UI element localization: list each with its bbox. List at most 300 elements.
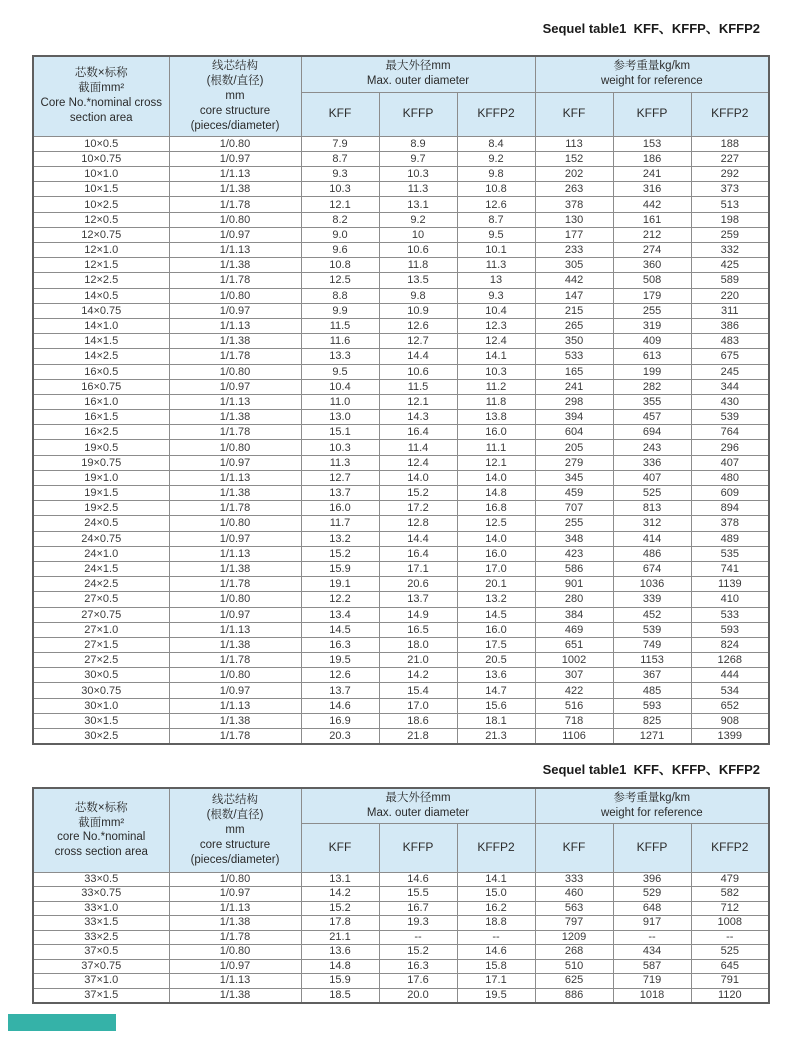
header-diameter-kffp: KFFP — [379, 92, 457, 136]
table-cell: 16×1.5 — [33, 410, 169, 425]
table-row — [33, 698, 769, 713]
table-cell: 409 — [613, 334, 691, 349]
table-cell: 27×0.75 — [33, 607, 169, 622]
table-cell: 20.1 — [457, 577, 535, 592]
table-cell: 407 — [613, 470, 691, 485]
table-cell: 422 — [535, 683, 613, 698]
table-cell: 11.8 — [379, 258, 457, 273]
table-cell: 1/1.38 — [169, 561, 301, 576]
table-cell: 319 — [613, 318, 691, 333]
table-cell: 609 — [691, 486, 769, 501]
table-cell: 33×0.5 — [33, 872, 169, 887]
table-cell: 307 — [535, 668, 613, 683]
table-cell: 367 — [613, 668, 691, 683]
table-cell: 1036 — [613, 577, 691, 592]
header-weight-reference-group: 参考重量kg/km weight for reference — [535, 56, 769, 92]
table-cell: 1/0.80 — [169, 872, 301, 887]
table-cell: 199 — [613, 364, 691, 379]
table-cell: 296 — [691, 440, 769, 455]
table-cell: 1/1.78 — [169, 577, 301, 592]
table-cell: 11.3 — [301, 455, 379, 470]
table-cell: 593 — [613, 698, 691, 713]
table-cell: 535 — [691, 546, 769, 561]
table-row — [33, 516, 769, 531]
table-row — [33, 713, 769, 728]
table-cell: 712 — [691, 901, 769, 916]
table-cell: 12.6 — [457, 197, 535, 212]
header-diameter-kffp2: KFFP2 — [457, 823, 535, 872]
table-cell: 11.8 — [457, 394, 535, 409]
table-row — [33, 379, 769, 394]
table-cell: 17.8 — [301, 916, 379, 931]
table-cell: 604 — [535, 425, 613, 440]
table-cell: 12.1 — [301, 197, 379, 212]
table-row — [33, 577, 769, 592]
table-row — [33, 318, 769, 333]
table-row — [33, 622, 769, 637]
table-cell: 1/1.13 — [169, 546, 301, 561]
table-cell: 425 — [691, 258, 769, 273]
table-cell: 10.4 — [457, 303, 535, 318]
table-1-body — [33, 136, 769, 744]
table-cell: 539 — [613, 622, 691, 637]
table-cell: 407 — [691, 455, 769, 470]
table-cell: 813 — [613, 501, 691, 516]
table-cell: 336 — [613, 455, 691, 470]
table-cell: 16.4 — [379, 546, 457, 561]
table-cell: 423 — [535, 546, 613, 561]
table-cell: 16×1.0 — [33, 394, 169, 409]
table-cell: 16.8 — [457, 501, 535, 516]
table-cell: 525 — [613, 486, 691, 501]
spec-table-1 — [32, 55, 770, 745]
table-cell: 1018 — [613, 988, 691, 1003]
table-cell: 17.0 — [457, 561, 535, 576]
table-cell: 533 — [535, 349, 613, 364]
table-cell: 534 — [691, 683, 769, 698]
table-row — [33, 945, 769, 960]
table-cell: 16.3 — [301, 637, 379, 652]
table-cell: 18.5 — [301, 988, 379, 1003]
table-cell: 1/0.80 — [169, 364, 301, 379]
table-cell: 13.6 — [301, 945, 379, 960]
table-cell: 147 — [535, 288, 613, 303]
table-cell: 15.1 — [301, 425, 379, 440]
table-row — [33, 988, 769, 1003]
table-cell: 292 — [691, 167, 769, 182]
table-cell: 10.6 — [379, 243, 457, 258]
table-cell: 589 — [691, 273, 769, 288]
table-cell: 1/1.78 — [169, 653, 301, 668]
table-cell: 1/1.13 — [169, 622, 301, 637]
table-cell: 15.8 — [457, 959, 535, 974]
teal-footer-bar — [8, 1014, 116, 1031]
table-cell: 202 — [535, 167, 613, 182]
table-cell: 1/1.13 — [169, 470, 301, 485]
table-cell: 360 — [613, 258, 691, 273]
table-cell: 19.5 — [301, 653, 379, 668]
table-cell: 378 — [691, 516, 769, 531]
table-cell: 14.4 — [379, 349, 457, 364]
table-cell: 1/1.38 — [169, 637, 301, 652]
table-cell: 394 — [535, 410, 613, 425]
table-row — [33, 887, 769, 902]
table-1-title: Sequel table1 KFF、KFFP、KFFP2 — [542, 21, 760, 36]
table-1-header — [33, 56, 769, 136]
table-cell: 10.9 — [379, 303, 457, 318]
table-cell: 516 — [535, 698, 613, 713]
table-row — [33, 273, 769, 288]
table-cell: 10.6 — [379, 364, 457, 379]
table-cell: 1/1.38 — [169, 713, 301, 728]
table-cell: 10.1 — [457, 243, 535, 258]
table-row — [33, 637, 769, 652]
table-cell: 13.4 — [301, 607, 379, 622]
table-cell: 483 — [691, 334, 769, 349]
table-cell: 675 — [691, 349, 769, 364]
table-cell: 1002 — [535, 653, 613, 668]
table-cell: 14.8 — [301, 959, 379, 974]
header-core-structure-column: 线芯结构 (根数/直径) mm core structure (pieces/diameter) — [169, 56, 301, 136]
table-cell: 227 — [691, 151, 769, 166]
table-cell: 1/1.38 — [169, 410, 301, 425]
table-cell: 241 — [613, 167, 691, 182]
table-cell: 186 — [613, 151, 691, 166]
table-cell: 21.0 — [379, 653, 457, 668]
table-cell: 9.0 — [301, 227, 379, 242]
table-cell: 14.2 — [301, 887, 379, 902]
table-cell: 188 — [691, 136, 769, 151]
table-cell: 20.0 — [379, 988, 457, 1003]
table-row — [33, 334, 769, 349]
table-cell: 333 — [535, 872, 613, 887]
table-row — [33, 683, 769, 698]
table-cell: 1/1.78 — [169, 729, 301, 745]
header-core-structure-column: 线芯结构 (根数/直径) mm core structure (pieces/diameter) — [169, 788, 301, 872]
table-cell: 14.5 — [301, 622, 379, 637]
table-cell: 11.5 — [301, 318, 379, 333]
table-row — [33, 959, 769, 974]
table-cell: 825 — [613, 713, 691, 728]
table-cell: 14.0 — [457, 470, 535, 485]
table-cell: 153 — [613, 136, 691, 151]
table-cell: 255 — [535, 516, 613, 531]
table-cell: 718 — [535, 713, 613, 728]
table-cell: 8.8 — [301, 288, 379, 303]
table-cell: 652 — [691, 698, 769, 713]
table-cell: 11.3 — [379, 182, 457, 197]
table-cell: 10.3 — [379, 167, 457, 182]
table-cell: 13.3 — [301, 349, 379, 364]
table-cell: 212 — [613, 227, 691, 242]
table-cell: 15.9 — [301, 561, 379, 576]
table-cell: 298 — [535, 394, 613, 409]
table-cell: 30×1.5 — [33, 713, 169, 728]
table-cell: 15.2 — [379, 945, 457, 960]
table-cell: 16.2 — [457, 901, 535, 916]
table-cell: 7.9 — [301, 136, 379, 151]
table-cell: 457 — [613, 410, 691, 425]
table-cell: 8.4 — [457, 136, 535, 151]
table-cell: 15.9 — [301, 974, 379, 989]
table-cell: 12.6 — [379, 318, 457, 333]
table-cell: 15.2 — [379, 486, 457, 501]
table-cell: 1/0.97 — [169, 151, 301, 166]
table-cell: 442 — [535, 273, 613, 288]
table-cell: 1/1.38 — [169, 334, 301, 349]
table-cell: 886 — [535, 988, 613, 1003]
table-cell: 19×1.5 — [33, 486, 169, 501]
header-core-no-column: 芯数×标称 截面mm² Core No.*nominal cross section area — [33, 56, 169, 136]
table-row — [33, 151, 769, 166]
table-cell: 1/0.97 — [169, 379, 301, 394]
table-cell: 489 — [691, 531, 769, 546]
table-cell: 12.8 — [379, 516, 457, 531]
table-cell: 894 — [691, 501, 769, 516]
table-cell: 452 — [613, 607, 691, 622]
table-cell: 1/1.13 — [169, 698, 301, 713]
table-cell: 486 — [613, 546, 691, 561]
table-cell: 1/1.13 — [169, 974, 301, 989]
table-cell: 179 — [613, 288, 691, 303]
table-cell: -- — [457, 930, 535, 945]
table-cell: 1/1.38 — [169, 486, 301, 501]
table-cell: 263 — [535, 182, 613, 197]
table-cell: 1271 — [613, 729, 691, 745]
table-cell: 460 — [535, 887, 613, 902]
table-cell: 14.1 — [457, 349, 535, 364]
table-cell: 1/0.80 — [169, 945, 301, 960]
table-cell: 332 — [691, 243, 769, 258]
table-row — [33, 561, 769, 576]
table-cell: 1/1.78 — [169, 501, 301, 516]
header-max-outer-diameter-group: 最大外径mm Max. outer diameter — [301, 788, 535, 823]
table-cell: 1/1.13 — [169, 394, 301, 409]
table-cell: 1/1.78 — [169, 930, 301, 945]
table-cell: 12.5 — [457, 516, 535, 531]
table-row — [33, 501, 769, 516]
table-cell: 8.9 — [379, 136, 457, 151]
table-cell: 9.5 — [301, 364, 379, 379]
table-cell: 17.6 — [379, 974, 457, 989]
table-cell: 16.4 — [379, 425, 457, 440]
table-cell: 12.7 — [379, 334, 457, 349]
table-cell: 764 — [691, 425, 769, 440]
table-cell: 10 — [379, 227, 457, 242]
table-cell: 265 — [535, 318, 613, 333]
table-cell: 469 — [535, 622, 613, 637]
table-cell: 917 — [613, 916, 691, 931]
table-cell: 563 — [535, 901, 613, 916]
table-row — [33, 258, 769, 273]
table-2-body — [33, 872, 769, 1003]
table-cell: 33×2.5 — [33, 930, 169, 945]
table-cell: 651 — [535, 637, 613, 652]
table-cell: 741 — [691, 561, 769, 576]
table-row — [33, 425, 769, 440]
table-cell: 10.8 — [301, 258, 379, 273]
header-weight-kff: KFF — [535, 823, 613, 872]
table-cell: 1/0.97 — [169, 303, 301, 318]
table-cell: 1/0.97 — [169, 607, 301, 622]
table-cell: 13.1 — [301, 872, 379, 887]
table-cell: 10.3 — [301, 182, 379, 197]
table-cell: 674 — [613, 561, 691, 576]
table-cell: 14.5 — [457, 607, 535, 622]
table-cell: 12.1 — [379, 394, 457, 409]
table-cell: 113 — [535, 136, 613, 151]
table-cell: 434 — [613, 945, 691, 960]
table-cell: 344 — [691, 379, 769, 394]
table-cell: 1/0.97 — [169, 227, 301, 242]
table-cell: 525 — [691, 945, 769, 960]
table-cell: 19×2.5 — [33, 501, 169, 516]
table-cell: 130 — [535, 212, 613, 227]
table-cell: 1/1.78 — [169, 349, 301, 364]
table-cell: 24×1.0 — [33, 546, 169, 561]
table-cell: 12×1.5 — [33, 258, 169, 273]
table-cell: 1/1.38 — [169, 182, 301, 197]
table-cell: 15.6 — [457, 698, 535, 713]
table-cell: 10.8 — [457, 182, 535, 197]
table-cell: 10×1.0 — [33, 167, 169, 182]
table-cell: 10.3 — [457, 364, 535, 379]
table-cell: 33×1.0 — [33, 901, 169, 916]
table-cell: 165 — [535, 364, 613, 379]
table-cell: 241 — [535, 379, 613, 394]
table-cell: 37×0.5 — [33, 945, 169, 960]
table-cell: 20.3 — [301, 729, 379, 745]
table-cell: 13.2 — [301, 531, 379, 546]
table-cell: 9.9 — [301, 303, 379, 318]
table-cell: 152 — [535, 151, 613, 166]
table-cell: 18.0 — [379, 637, 457, 652]
table-cell: 1399 — [691, 729, 769, 745]
header-weight-kff: KFF — [535, 92, 613, 136]
table-cell: 339 — [613, 592, 691, 607]
table-cell: 1/0.97 — [169, 683, 301, 698]
table-cell: 11.4 — [379, 440, 457, 455]
table-cell: 16×0.75 — [33, 379, 169, 394]
table-cell: 11.2 — [457, 379, 535, 394]
table-cell: 233 — [535, 243, 613, 258]
table-cell: 13.1 — [379, 197, 457, 212]
table-cell: 1/1.38 — [169, 988, 301, 1003]
table-cell: 16.5 — [379, 622, 457, 637]
spec-table-2 — [32, 787, 770, 1004]
table-cell: 414 — [613, 531, 691, 546]
table-cell: 14.6 — [301, 698, 379, 713]
table-cell: 10×2.5 — [33, 197, 169, 212]
table-cell: 1/0.97 — [169, 455, 301, 470]
table-cell: 908 — [691, 713, 769, 728]
table-cell: 17.1 — [379, 561, 457, 576]
table-cell: 17.5 — [457, 637, 535, 652]
table-cell: 442 — [613, 197, 691, 212]
table-row — [33, 901, 769, 916]
header-max-outer-diameter-group: 最大外径mm Max. outer diameter — [301, 56, 535, 92]
table-cell: 24×0.5 — [33, 516, 169, 531]
table-cell: 386 — [691, 318, 769, 333]
header-diameter-kffp2: KFFP2 — [457, 92, 535, 136]
table-cell: 1139 — [691, 577, 769, 592]
table-cell: 13.8 — [457, 410, 535, 425]
table-cell: 14.4 — [379, 531, 457, 546]
header-diameter-kffp: KFFP — [379, 823, 457, 872]
table-cell: 797 — [535, 916, 613, 931]
table-cell: 613 — [613, 349, 691, 364]
table-cell: 305 — [535, 258, 613, 273]
table-row — [33, 607, 769, 622]
table-cell: 1/0.80 — [169, 212, 301, 227]
table-cell: 378 — [535, 197, 613, 212]
table-cell: 1/1.78 — [169, 425, 301, 440]
table-cell: 479 — [691, 872, 769, 887]
table-cell: 11.1 — [457, 440, 535, 455]
table-cell: 16×2.5 — [33, 425, 169, 440]
table-cell: 15.4 — [379, 683, 457, 698]
table-cell: 24×0.75 — [33, 531, 169, 546]
header-weight-kffp: KFFP — [613, 92, 691, 136]
table-cell: 30×2.5 — [33, 729, 169, 745]
table-cell: 355 — [613, 394, 691, 409]
table-cell: 12×1.0 — [33, 243, 169, 258]
table-row — [33, 303, 769, 318]
table-cell: 24×1.5 — [33, 561, 169, 576]
table-cell: 21.1 — [301, 930, 379, 945]
table-cell: 508 — [613, 273, 691, 288]
table-cell: 1153 — [613, 653, 691, 668]
table-cell: 14.3 — [379, 410, 457, 425]
table-row — [33, 872, 769, 887]
table-cell: 10×0.5 — [33, 136, 169, 151]
table-cell: 17.2 — [379, 501, 457, 516]
table-cell: 9.7 — [379, 151, 457, 166]
table-cell: 16.0 — [457, 425, 535, 440]
table-cell: 13 — [457, 273, 535, 288]
table-cell: 12×0.75 — [33, 227, 169, 242]
table-cell: 19.3 — [379, 916, 457, 931]
table-row — [33, 546, 769, 561]
table-cell: 30×0.5 — [33, 668, 169, 683]
table-cell: 10.3 — [301, 440, 379, 455]
table-cell: 480 — [691, 470, 769, 485]
table-cell: 14.6 — [379, 872, 457, 887]
table-cell: 1/0.80 — [169, 592, 301, 607]
table-cell: 14×0.5 — [33, 288, 169, 303]
table-cell: 13.7 — [301, 683, 379, 698]
table-cell: 510 — [535, 959, 613, 974]
table-row — [33, 668, 769, 683]
table-cell: 430 — [691, 394, 769, 409]
table-cell: 268 — [535, 945, 613, 960]
table-cell: 19×1.0 — [33, 470, 169, 485]
table-cell: 11.7 — [301, 516, 379, 531]
table-cell: 14×2.5 — [33, 349, 169, 364]
table-cell: 1268 — [691, 653, 769, 668]
table-row — [33, 167, 769, 182]
table-cell: 14.0 — [457, 531, 535, 546]
table-row — [33, 410, 769, 425]
table-cell: 30×1.0 — [33, 698, 169, 713]
table-cell: 18.6 — [379, 713, 457, 728]
table-row — [33, 364, 769, 379]
table-cell: 1/0.80 — [169, 516, 301, 531]
table-cell: 1/0.97 — [169, 531, 301, 546]
table-cell: 384 — [535, 607, 613, 622]
table-row — [33, 394, 769, 409]
table-cell: 694 — [613, 425, 691, 440]
